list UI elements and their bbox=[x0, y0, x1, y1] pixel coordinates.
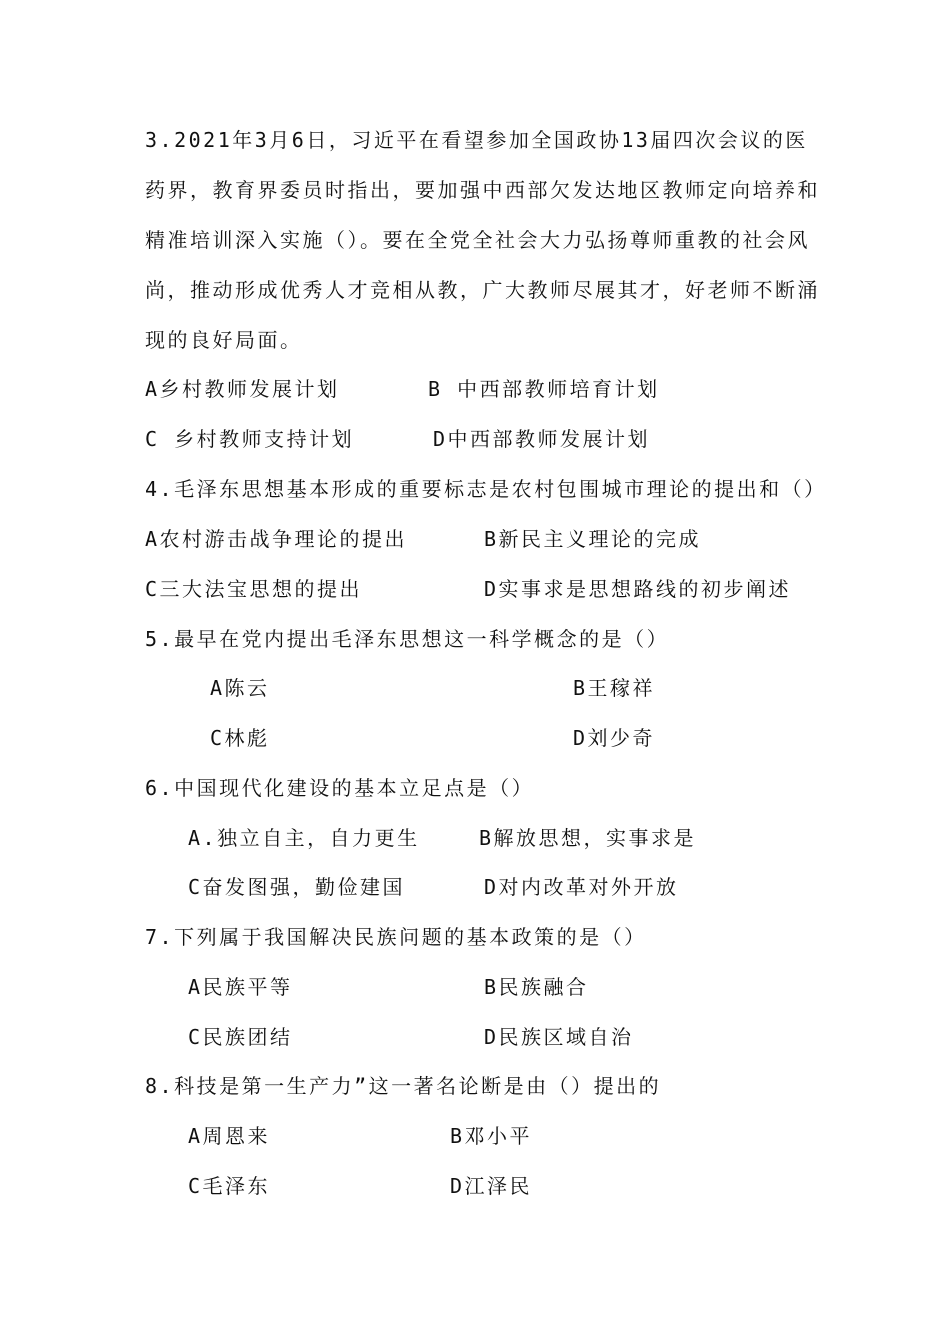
q8-option-a: A周恩来 bbox=[188, 1124, 271, 1148]
q8-option-c: C毛泽东 bbox=[188, 1174, 271, 1198]
q4-option-b: B新民主义理论的完成 bbox=[484, 527, 702, 551]
q6-option-a: A.独立自主，自力更生 bbox=[188, 826, 420, 850]
q8-option-d: D江泽民 bbox=[450, 1174, 533, 1198]
q4-option-d: D实事求是思想路线的初步阐述 bbox=[484, 577, 792, 601]
q3-option-a: A乡村教师发展计划 bbox=[145, 377, 340, 401]
q3-option-b: B 中西部教师培育计划 bbox=[428, 377, 660, 401]
q4-stem: 4.毛泽东思想基本形成的重要标志是农村包围城市理论的提出和（） bbox=[145, 477, 827, 501]
q3-stem-line-4: 尚，推动形成优秀人才竞相从教，广大教师尽展其才，好老师不断涌 bbox=[145, 278, 820, 302]
q4-option-c: C三大法宝思想的提出 bbox=[145, 577, 363, 601]
q5-stem: 5.最早在党内提出毛泽东思想这一科学概念的是（） bbox=[145, 627, 670, 651]
q7-stem: 7.下列属于我国解决民族问题的基本政策的是（） bbox=[145, 925, 647, 949]
q6-option-d: D对内改革对外开放 bbox=[484, 875, 679, 899]
q3-option-d: D中西部教师发展计划 bbox=[433, 427, 651, 451]
q6-option-c: C奋发图强，勤俭建国 bbox=[188, 875, 406, 899]
q3-stem-line-2: 药界，教育界委员时指出，要加强中西部欠发达地区教师定向培养和 bbox=[145, 178, 820, 202]
q4-option-a: A农村游击战争理论的提出 bbox=[145, 527, 408, 551]
q3-stem-line-1: 3.2021年3月6日，习近平在看望参加全国政协13届四次会议的医 bbox=[145, 128, 808, 152]
q7-option-d: D民族区域自治 bbox=[484, 1025, 634, 1049]
q7-option-b: B民族融合 bbox=[484, 975, 589, 999]
q6-option-b: B解放思想，实事求是 bbox=[479, 826, 697, 850]
q5-option-b: B王稼祥 bbox=[573, 676, 656, 700]
q6-stem: 6.中国现代化建设的基本立足点是（） bbox=[145, 776, 535, 800]
q8-option-b: B邓小平 bbox=[450, 1124, 533, 1148]
q7-option-a: A民族平等 bbox=[188, 975, 293, 999]
q3-stem-line-3: 精准培训深入实施（）。要在全党全社会大力弘扬尊师重教的社会风 bbox=[145, 228, 810, 252]
q3-stem-line-5: 现的良好局面。 bbox=[145, 328, 303, 352]
q5-option-a: A陈云 bbox=[210, 676, 270, 700]
q8-stem: 8.科技是第一生产力”这一著名论断是由（）提出的 bbox=[145, 1074, 662, 1098]
q5-option-c: C林彪 bbox=[210, 726, 270, 750]
q5-option-d: D刘少奇 bbox=[573, 726, 656, 750]
q3-option-c: C 乡村教师支持计划 bbox=[145, 427, 355, 451]
q7-option-c: C民族团结 bbox=[188, 1025, 293, 1049]
